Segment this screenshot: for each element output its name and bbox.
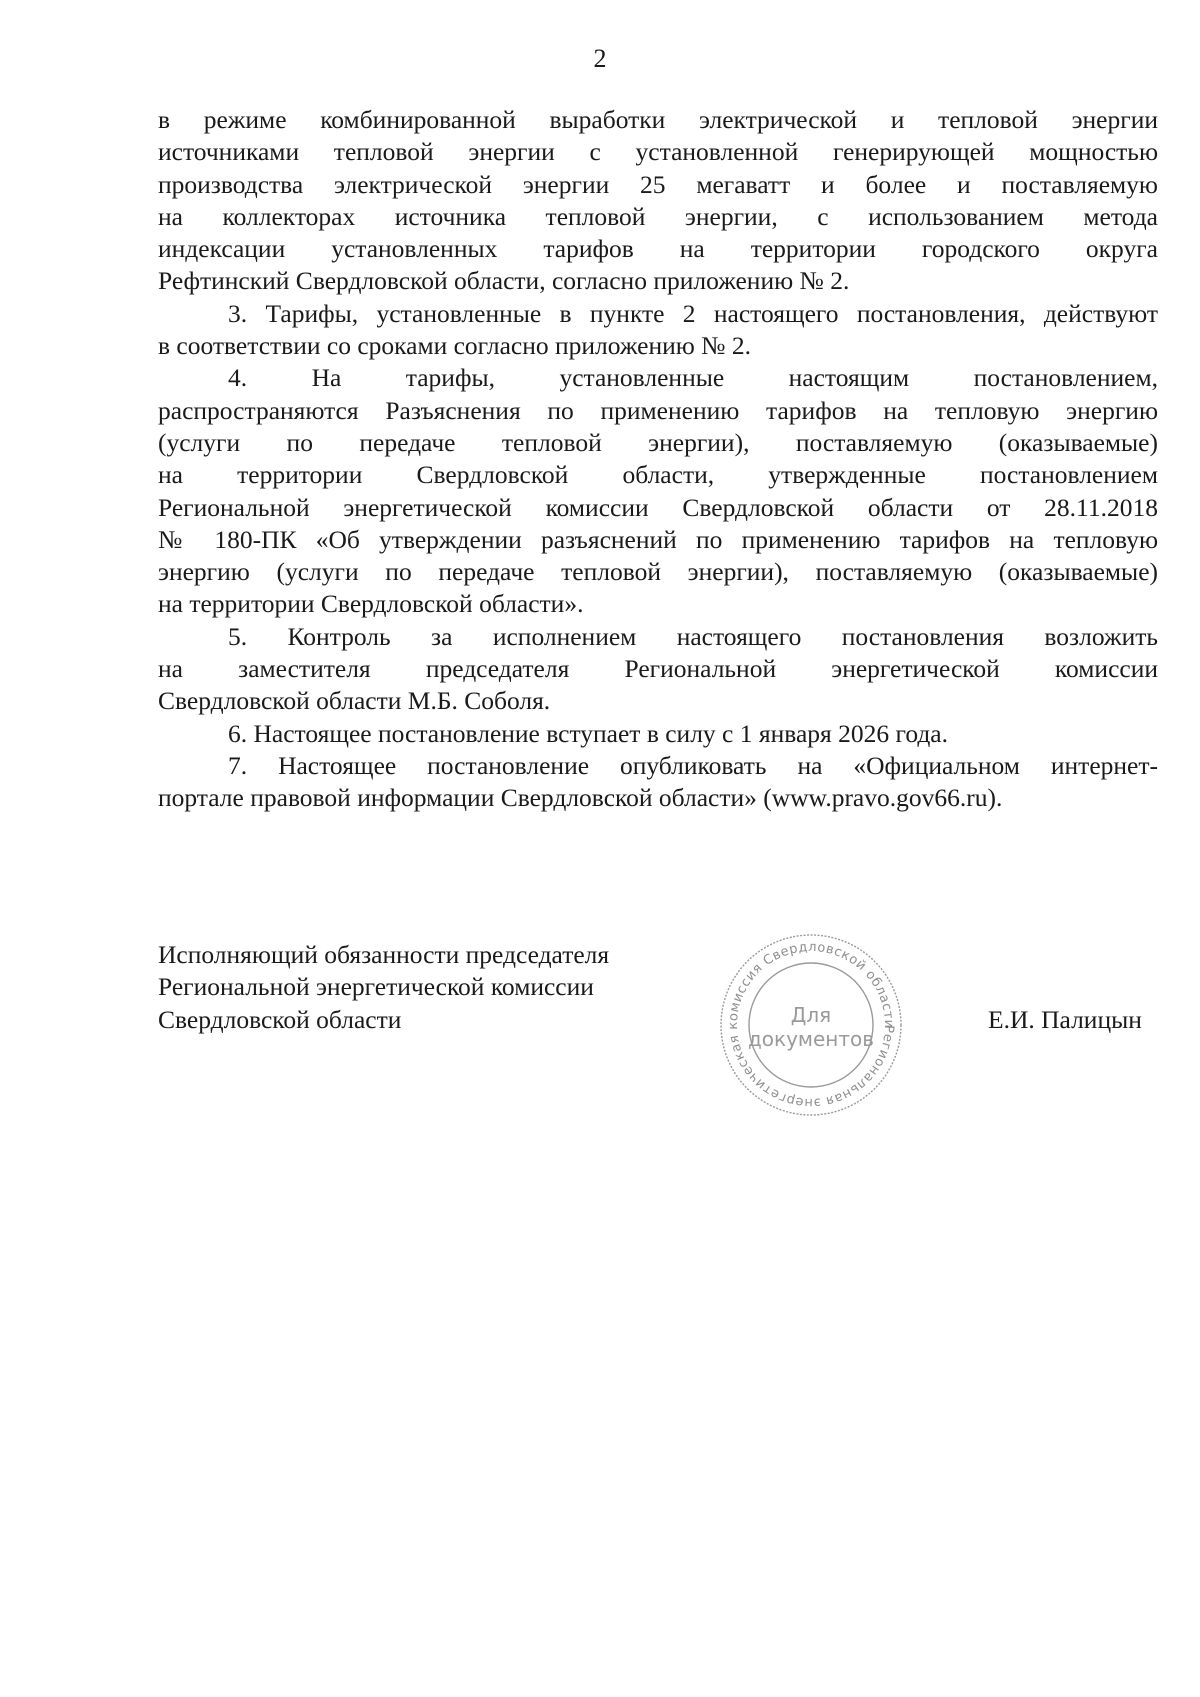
text-line: 7. Настоящее постановление опубликовать на «Официальном интернет- — [228, 750, 1158, 780]
signatory-position-line: Свердловской области — [158, 1004, 402, 1034]
text-line: 6. Настоящее постановление вступает в силу с 1 января 2026 года. — [228, 718, 949, 748]
text-line: на заместителя председателя Региональной энергетической комиссии — [158, 654, 1158, 684]
text-line: (услуги по передаче тепловой энергии), поставляемую (оказываемые) — [158, 427, 1158, 457]
paragraph-item-6 — [158, 718, 1158, 750]
stamp-center-line-1: Для — [790, 1003, 832, 1027]
paragraph-item-7 — [158, 750, 1158, 815]
text-line: на коллекторах источника тепловой энергии, с использованием метода — [158, 201, 1158, 231]
stamp-center-line-2: документов — [747, 1027, 875, 1051]
text-line: портале правовой информации Свердловской области» (www.pravo.gov66.ru). — [158, 783, 1003, 813]
paragraph-continuation — [158, 104, 1158, 298]
paragraph-item-4 — [158, 362, 1158, 620]
paragraph-item-3 — [158, 298, 1158, 363]
text-line: Свердловской области М.Б. Соболя. — [158, 686, 551, 716]
signatory-position-line: Исполняющий обязанности председателя — [158, 940, 610, 969]
text-line: в соответствии со сроками согласно приложению № 2. — [158, 331, 752, 361]
text-line: источниками тепловой энергии с установленной генерирующей мощностью — [158, 137, 1158, 167]
text-line: 4. На тарифы, установленные настоящим постановлением, — [228, 363, 1158, 393]
official-stamp — [716, 930, 906, 1120]
text-line: № 180-ПК «Об утверждении разъяснений по применению тарифов на тепловую — [158, 524, 1158, 554]
text-line: индексации установленных тарифов на территории городского округа — [158, 234, 1158, 264]
text-line: производства электрической энергии 25 мегаватт и более и поставляемую — [158, 169, 1158, 199]
signatory-position — [158, 939, 609, 1036]
document-body — [158, 104, 1158, 815]
text-line: на территории Свердловской области, утвержденные постановлением — [158, 460, 1158, 490]
page-number: 2 — [593, 44, 607, 73]
signatory-name: Е.И. Палицын — [988, 1005, 1142, 1034]
text-line: энергию (услуги по передаче тепловой энергии), поставляемую (оказываемые) — [158, 557, 1158, 587]
text-line: распространяются Разъяснения по применению тарифов на тепловую энергию — [158, 395, 1158, 425]
text-line: 3. Тарифы, установленные в пункте 2 настоящего постановления, действуют — [228, 298, 1158, 328]
text-line: Региональной энергетической комиссии Свердловской области от 28.11.2018 — [158, 492, 1158, 522]
paragraph-item-5 — [158, 621, 1158, 718]
text-line: на территории Свердловской области». — [158, 589, 584, 619]
text-line: 5. Контроль за исполнением настоящего постановления возложить — [228, 621, 1158, 651]
signatory-position-line: Региональной энергетической комиссии — [158, 972, 594, 1002]
text-line: в режиме комбинированной выработки электрической и тепловой энергии — [158, 105, 1158, 134]
text-line: Рефтинский Свердловской области, согласно приложению № 2. — [158, 266, 850, 296]
stamp-ring-textpath: Региональная энергетическая комиссия Свердловской области — [725, 939, 897, 1111]
